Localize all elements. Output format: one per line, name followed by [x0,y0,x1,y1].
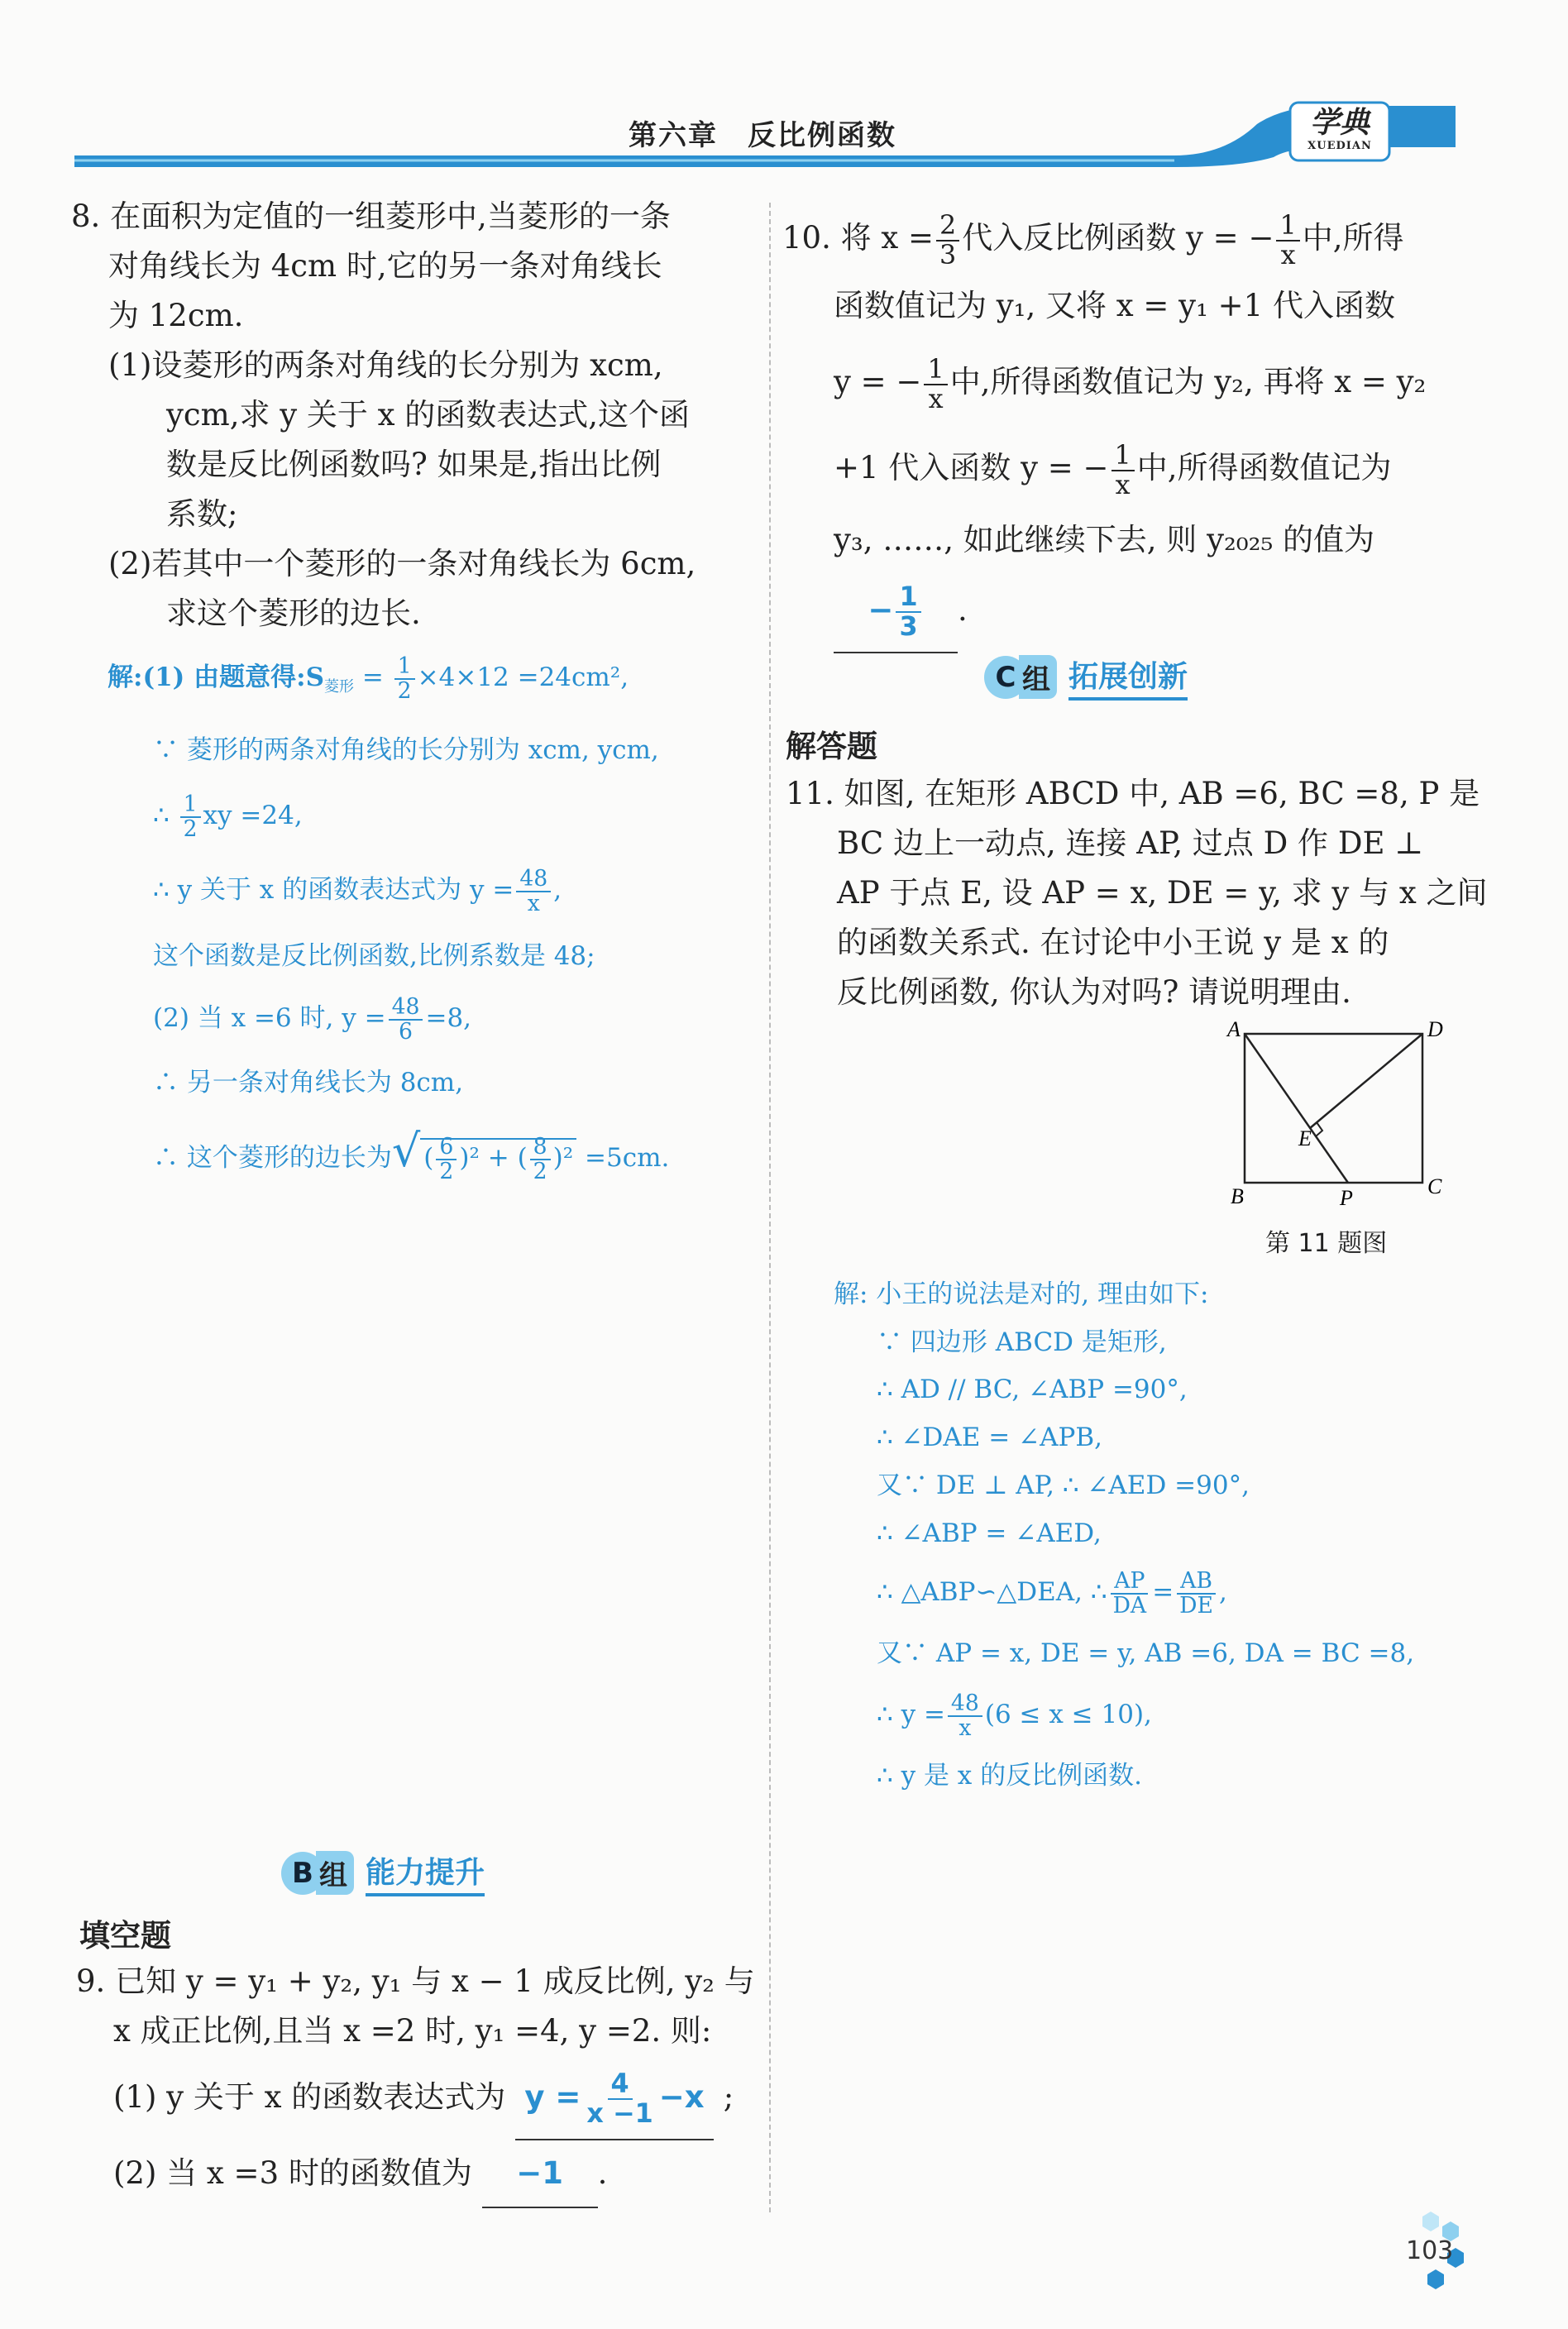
q10-answer: − $\frac{1}{3}$ [834,569,958,653]
solution-line: ∴ y = $\frac{48}{x}$ (6 ≤ x ≤ 10), [877,1690,1152,1741]
label-e: E [1298,1126,1312,1150]
q9-line: 9. 已知 y = y₁ + y₂, y₁ 与 x − 1 成反比例, y₂ 与 [76,1963,755,1999]
label-a: A [1227,1017,1241,1041]
solution-line: (2) 当 x =6 时, y = $\frac{48}{6}$ =8, [153,993,472,1045]
q8-sub1-line: 数是反比例函数吗? 如果是,指出比例 [166,447,662,482]
label-p: P [1340,1186,1353,1210]
solution-line: ∴ $\frac{1}{2}$ xy =24, [153,791,303,842]
section-answer: 解答题 [786,729,877,764]
q10-line: +1 代入函数 y = − $\frac{1}{x}$ 中,所得函数值记为 [834,439,1392,500]
question-8 [71,192,696,638]
solution-line: ∵ 四边形 ABCD 是矩形, [877,1327,1167,1357]
q11-line: BC 边上一动点, 连接 AP, 过点 D 作 DE ⊥ [837,825,1424,861]
label-b: B [1231,1184,1244,1208]
q10-line: y₃, ……, 如此继续下去, 则 y₂₀₂₅ 的值为 [834,522,1375,557]
q8-sub1-line: ycm,求 y 关于 x 的函数表达式,这个函 [166,397,691,433]
question-10 [782,203,1426,653]
right-angle-mark [1316,1122,1322,1136]
q9-line: x 成正比例,且当 x =2 时, y₁ =4, y =2. 则: [113,2013,712,2049]
q8-sub2-line: (2)若其中一个菱形的一条对角线长为 6cm, [108,546,696,581]
group-c-title: 拓展创新 [1068,653,1188,701]
q9-answer-1: y = $\frac{4}{x -1}$ −x [515,2056,714,2140]
column-divider [769,203,771,2212]
solution-line: 这个函数是反比例函数,比例系数是 48; [153,941,595,972]
brand-name: 学典 [1309,105,1370,140]
brand-logo [1297,104,1383,152]
q11-line: 11. 如图, 在矩形 ABCD 中, AB =6, BC =8, P 是 [786,776,1480,811]
q8-sub2-line: 求这个菱形的边长. [166,595,421,631]
q8-line: 为 12cm. [108,298,244,333]
solution-line: 又∵ DE ⊥ AP, ∴ ∠AED =90°, [877,1471,1250,1500]
question-9 [76,1957,755,2208]
solution-line: 又∵ AP = x, DE = y, AB =6, DA = BC =8, [877,1638,1415,1668]
solution-line: ∴ y 是 x 的反比例函数. [877,1761,1142,1791]
q10-line: 函数值记为 y₁, 又将 x = y₁ +1 代入函数 [834,288,1395,323]
brand-en: XUEDIAN [1307,140,1372,152]
q11-solution [834,1270,1414,1802]
q9-part2: (2) 当 x =3 时的函数值为 −1 . [76,2140,755,2208]
q11-line: AP 于点 E, 设 AP = x, DE = y, 求 y 与 x 之间 [837,875,1488,911]
q11-line: 的函数关系式. 在讨论中小王说 y 是 x 的 [837,925,1389,960]
solution-line: ∴ △ABP∽△DEA, ∴ $\frac{AP}{DA}$ = $\frac{AB}{DE}$ , [877,1567,1227,1619]
q8-line: 8. 在面积为定值的一组菱形中,当菱形的一条 [71,198,671,234]
q11-line: 反比例函数, 你认为对吗? 请说明理由. [837,974,1351,1010]
group-b-title: 能力提升 [366,1849,485,1896]
q10-line: 10. 将 x = $\frac{2}{3}$ 代入反比例函数 y = − $\frac{1}{x}$ 中,所得 [782,209,1404,270]
label-c: C [1427,1174,1442,1198]
page-header [0,74,1568,174]
solution-line: ∴ AD // BC, ∠ABP =90°, [877,1375,1188,1404]
q9-answer-2: −1 [482,2140,598,2208]
solution-line: ∴ 另一条对角线长为 8cm, [153,1068,464,1098]
solution-line: ∴ ∠DAE = ∠APB, [877,1423,1102,1452]
solution-line: ∴ y 关于 x 的函数表达式为 y = $\frac{48}{x}$ , [153,865,562,916]
group-c-heading: C 组 拓展创新 [984,653,1188,701]
label-d: D [1427,1017,1443,1041]
q11-figure [1216,1013,1464,1212]
group-b-heading: B 组 能力提升 [281,1849,485,1896]
solution-line: 解:(1) 由题意得$:S_{菱形}$ = $\frac{1}{2}$ ×4×12 =24cm², [108,653,629,704]
solution-line: ∵ 菱形的两条对角线的长分别为 xcm, ycm, [153,735,659,766]
segment-de [1310,1034,1422,1128]
page-number: 103 [1406,2236,1454,2265]
figure-caption: 第 11 题图 [1265,1229,1388,1258]
q9-part1: (1) y 关于 x 的函数表达式为 y = $\frac{4}{x -1}$ −x ; [76,2056,755,2140]
solution-line: ∴ 这个菱形的边长为√ ( $\frac{6}{2}$ )² + ( $\frac{8}{2}$ )² =5cm. [153,1125,670,1184]
q8-line: 对角线长为 4cm 时,它的另一条对角线长 [108,248,662,284]
section-fill-blank: 填空题 [79,1918,171,1954]
fraction: $\frac{1}{2}$ [394,655,415,703]
q8-sub1-line: (1)设菱形的两条对角线的长分别为 xcm, [108,347,663,383]
q8-sub1-line: 系数; [166,496,238,532]
q10-line: y = − $\frac{1}{x}$ 中,所得函数值记为 y₂, 再将 x = y₂ [834,353,1427,414]
q10-answer-line: − $\frac{1}{3}$ . [782,569,1426,653]
question-11 [786,769,1488,1017]
solution-line: 解: 小王的说法是对的, 理由如下: [834,1279,1209,1309]
q8-solution [108,645,669,1198]
solution-line: ∴ ∠ABP = ∠AED, [877,1518,1102,1548]
chapter-title: 第六章 反比例函数 [629,119,896,152]
